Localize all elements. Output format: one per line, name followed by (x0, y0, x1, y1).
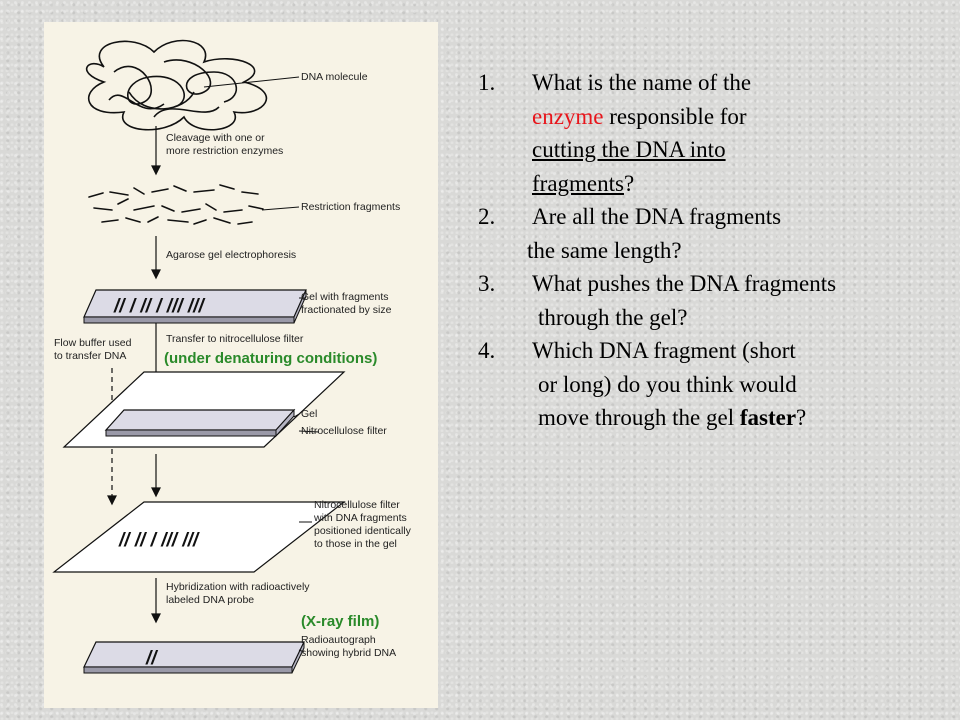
diagram-svg (44, 22, 438, 708)
question-4-line-2: or long) do you think would (538, 371, 797, 397)
question-2-line-2: the same length? (527, 237, 682, 263)
label-filter-block-1: Nitrocellulose filter (314, 499, 400, 511)
question-1-line-1: 1. What is the name of the (478, 70, 752, 95)
label-gel: Gel (301, 408, 318, 420)
filter-bands: // // / /// /// (119, 530, 199, 551)
label-hybridization-2: labeled DNA probe (166, 594, 255, 606)
nitrocellulose-filter-result (54, 502, 344, 572)
question-2-line-1: 2. Are all the DNA fragments (478, 204, 782, 229)
label-transfer: Transfer to nitrocellulose filter (166, 333, 304, 345)
radioautograph-film (84, 642, 304, 673)
question-3-line-1: 3. What pushes the DNA fragments (478, 271, 837, 296)
label-flow-buffer-2: to transfer DNA (54, 350, 127, 362)
label-cleavage-2: more restriction enzymes (166, 145, 284, 157)
radio-bands: // (146, 648, 157, 669)
label-restriction-fragments: Restriction fragments (301, 201, 401, 213)
label-xray: (X-ray film) (301, 613, 380, 630)
dna-leader-line (204, 77, 299, 87)
label-gel-fragments-2: fractionated by size (301, 304, 392, 316)
label-filter-block-3: positioned identically (314, 525, 411, 537)
question-4-line-3: move through the gel faster? (538, 405, 807, 430)
gel-bands: // / // / /// /// (114, 296, 204, 317)
question-1-line-4: fragments? (532, 170, 635, 196)
label-denaturing: (under denaturing conditions) (164, 350, 378, 367)
label-nitro-filter: Nitrocellulose filter (301, 425, 387, 437)
label-flow-buffer-1: Flow buffer used (54, 337, 132, 349)
label-filter-block-4: to those in the gel (314, 538, 397, 550)
label-agarose: Agarose gel electrophoresis (166, 249, 297, 261)
label-hybridization-1: Hybridization with radioactively (166, 581, 310, 593)
question-1-line-2: enzyme responsible for (532, 103, 747, 129)
label-dna-molecule: DNA molecule (301, 71, 368, 83)
southern-blot-diagram (44, 22, 438, 708)
label-radio-1: Radioautograph (301, 634, 376, 646)
question-1-line-3: cutting the DNA into (532, 137, 726, 162)
question-3-line-2: through the gel? (538, 304, 688, 330)
enzyme-keyword: enzyme (532, 103, 604, 129)
label-filter-block-2: with DNA fragments (314, 512, 407, 524)
label-gel-fragments-1: Gel with fragments (301, 291, 389, 303)
dna-tangle (87, 41, 267, 130)
question-list (478, 66, 956, 435)
question-4-line-1: 4. Which DNA fragment (short (478, 338, 796, 363)
gel-slab (84, 290, 306, 323)
restriction-fragments-marks (89, 185, 263, 224)
label-radio-2: showing hybrid DNA (301, 647, 397, 659)
label-cleavage-1: Cleavage with one or (166, 132, 265, 144)
faster-keyword: faster (739, 405, 797, 430)
